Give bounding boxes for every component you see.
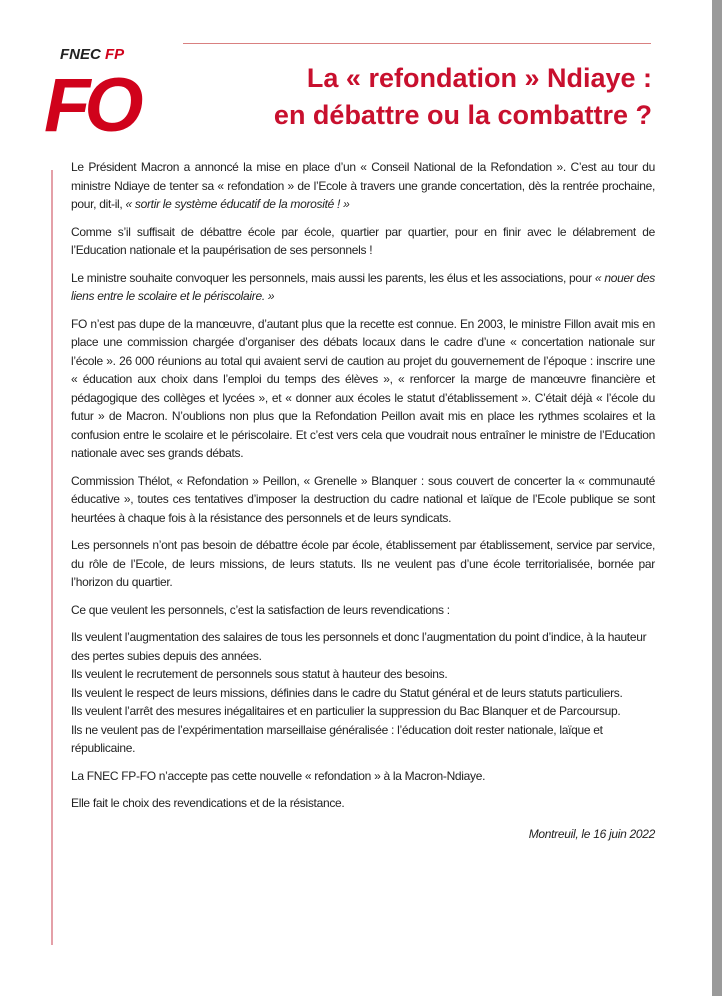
paragraph: Les personnels n’ont pas besoin de débattre école par école, établissement par établissement, service par service, du rôle de l’Ecole, de leurs missions, de leurs statuts. Ils ne veulent pas d’une école territorialisée, bornée par l’horizon du quartier. [71, 538, 655, 589]
paragraph: Commission Thélot, « Refondation » Peillon, « Grenelle » Blanquer : sous couvert de concerter la « communauté éducative », toutes ces tentatives d’imposer la destruction du cadre national et laïque de l’Ecole publique se sont heurtées à chaque fois à la résistance des personnels et de leurs syndicats. [71, 473, 655, 525]
paragraph-text: Le Président Macron a annoncé la mise en place d’un « Conseil National de la Refondation ». C’est au tour du ministre Ndiaye de tenter sa « refondation » de l’Ecole à travers une grande concertation, dès la rentrée prochaine, pour, dit-il, [71, 160, 655, 211]
fnec-fp-fo-logo [44, 46, 154, 154]
paragraph: Ce que veulent les personnels, c’est la satisfaction de leurs revendications : [71, 602, 450, 617]
paragraph: FO n’est pas dupe de la manœuvre, d’autant plus que la recette est connue. En 2003, le ministre Fillon avait mis en place une commission chargée d’organiser des débats locaux dans le cadre d’une « concertation nationale sur l’école ». 26 000 réunions au total qui avaient servi de caution au projet du gouvernement de l’époque : inscrire une « éducation aux choix dans l’emploi du temps des élèves », « renforcer la marge de manœuvre financière et pédagogique des collèges et lycées », et « donner aux écoles le statut d’établissement ». C’était déjà « l’école du futur » de Macron. N’oublions non plus que la Refondation Peillon avait mis en place les rythmes scolaires et la confusion entre le scolaire et le périscolaire. Et c’est vers cela que voudrait nous entraîner le ministre de l’Education nationale avec ses grands débats. [71, 316, 655, 460]
demand-item: Ils veulent l’arrêt des mesures inégalitaires et en particulier la suppression du Bac Blanquer et de Parcoursup. [71, 704, 621, 718]
paragraph [71, 158, 655, 214]
logo-fnec: FNEC [60, 46, 101, 63]
paragraph: Comme s’il suffisait de débattre école par école, quartier par quartier, pour en finir avec le délabrement de l’Education nationale et la paupérisation de ses personnels ! [71, 224, 655, 257]
document-body [71, 158, 655, 852]
margin-rule [51, 170, 53, 945]
logo-fp: FP [105, 46, 125, 63]
demand-item: Ils ne veulent pas de l’expérimentation marseillaise généralisée : l’éducation doit rester nationale, laïque et républicaine. [71, 722, 603, 755]
page-edge [712, 0, 722, 996]
demand-item: Ils veulent l’augmentation des salaires de tous les personnels et donc l’augmentation du point d’indice, à la hauteur des pertes subies depuis des années. [71, 630, 647, 663]
document-title [274, 60, 652, 134]
title-line-1: La « refondation » Ndiaye : [306, 63, 652, 93]
paragraph-text: Le ministre souhaite convoquer les personnels, mais aussi les parents, les élus et les associations, pour [71, 270, 595, 285]
logo-fnec-text [44, 46, 154, 64]
quote: « nouer des liens entre le scolaire et le périscolaire. » [71, 270, 655, 303]
paragraph [71, 269, 655, 306]
header-rule [183, 43, 651, 44]
title-line-2: en débattre ou la combattre ? [273, 100, 652, 130]
quote: « sortir le système éducatif de la morosité ! » [125, 197, 350, 211]
demands-list [71, 628, 655, 758]
signature-line: Montreuil, le 16 juin 2022 [528, 826, 655, 841]
demand-item: Ils veulent le recrutement de personnels sous statut à hauteur des besoins. [71, 667, 448, 681]
demand-item: Ils veulent le respect de leurs missions, définies dans le cadre du Statut général et de leurs statuts particuliers. [71, 685, 623, 700]
closing-paragraph: La FNEC FP-FO n’accepte pas cette nouvelle « refondation » à la Macron-Ndiaye. [71, 768, 486, 783]
logo-fo: FO [44, 63, 138, 148]
closing-paragraph: Elle fait le choix des revendications et de la résistance. [71, 796, 345, 810]
